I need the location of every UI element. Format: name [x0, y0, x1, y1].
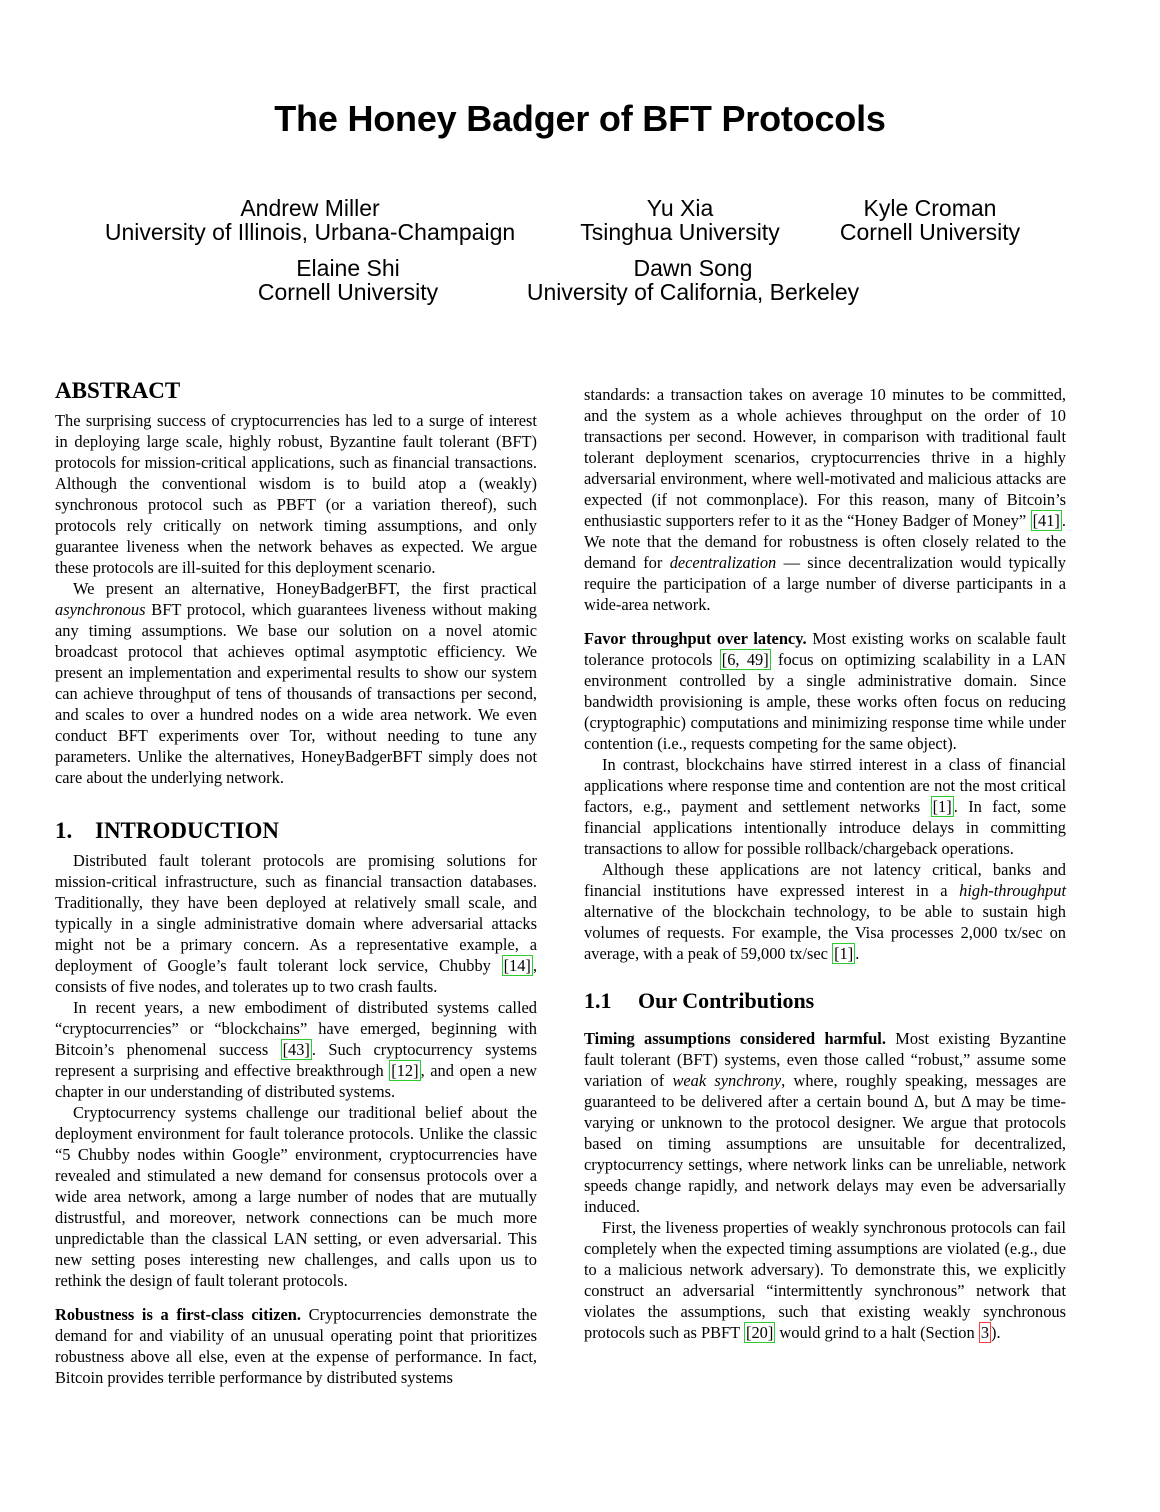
body-paragraph: In contrast, blockchains have stirred interest in a class of financial applications where response time and contention are not the most critical factors, e.g., payment and settlement networks [1] . In fact, some financial applications intentionally introduce delays in committing transactions to allow for possible rollback/chargeback operations.	[584, 755, 1066, 858]
author-affiliation: University of Illinois, Urbana-Champaign	[104, 219, 516, 245]
body-paragraph: Favor throughput over latency. Most existing works on scalable fault tolerance protocols [6, 49] focus on optimizing scalability in a LAN environment controlled by a single administrative domain. Since bandwidth provisioning is ample, these works often focus on reducing (cryptographic) computations and minimizing response time while under contention (i.e., requests competing for the same object).	[584, 629, 1067, 753]
author-block	[560, 196, 800, 244]
left-column	[55, 378, 537, 1388]
subsection-heading-contributions: 1.1 Our Contributions	[584, 988, 815, 1013]
citation-link[interactable]: [12]	[391, 1061, 419, 1080]
abstract-paragraph: The surprising success of cryptocurrencies has led to a surge of interest in deploying large scale, highly robust, Byzantine fault tolerant (BFT) protocols for mission-critical applications, such as financial transactions. Although the conventional wisdom is to build atop a (weakly) synchronous protocol such as PBFT (or a variation thereof), such protocols rely critically on network timing assumptions, and only guarantee liveness when the network behaves as expected. We argue these protocols are ill-suited for this deployment scenario.	[55, 411, 537, 577]
author-affiliation: Tsinghua University	[580, 219, 780, 245]
citation-link[interactable]: [41]	[1032, 511, 1060, 530]
body-paragraph: Distributed fault tolerant protocols are promising solutions for mission-critical infrastructure, such as financial transaction databases. Traditionally, they have been deployed at relatively small scale, and typically in a single administrative domain where adversarial attacks might not be a primary concern. As a representative example, a deployment of Google’s fault tolerant lock service, Chubby [14] , consists of five nodes, and tolerates up to two crash faults.	[55, 851, 537, 996]
author-affiliation: Cornell University	[257, 279, 439, 305]
section-link[interactable]: 3	[980, 1323, 990, 1342]
author-name: Elaine Shi	[296, 255, 400, 281]
run-in-heading: Favor throughput over latency.	[584, 629, 807, 648]
author-name: Andrew Miller	[240, 195, 380, 221]
author-block	[80, 196, 540, 244]
run-in-heading: Timing assumptions considered harmful.	[584, 1029, 886, 1048]
abstract-paragraph: We present an alternative, HoneyBadgerBFT, the first practical asynchronous BFT protocol, which guarantees liveness without making any timing assumptions. We base our solution on a novel atomic broadcast protocol that achieves optimal asymptotic efficiency. We present an implementation and experimental results to show our system can achieve throughput of tens of thousands of transactions per second, and scales to over a hundred nodes on a wide area network. We even conduct BFT experiments over Tor, without needing to tune any parameters. Unlike the alternatives, HoneyBadgerBFT simply does not care about the underlying network.	[55, 579, 537, 787]
citation-link[interactable]: [6, 49]	[721, 650, 769, 669]
author-block	[820, 196, 1040, 244]
abstract-heading: ABSTRACT	[55, 378, 181, 403]
paper-title: The Honey Badger of BFT Protocols	[274, 98, 886, 139]
body-paragraph: Although these applications are not latency critical, banks and financial institutions have expressed interest in a high-throughput alternative of the blockchain technology, to be able to sustain high volumes of requests. For example, the Visa processes 2,000 tx/sec on average, with a peak of 59,000 tx/sec [1] .	[584, 860, 1066, 963]
body-paragraph: First, the liveness properties of weakly synchronous protocols can fail completely when the expected timing assumptions are violated (e.g., due to a malicious network adversary). To demonstrate this, we explicitly construct an adversarial “intermittently synchronous” network that violates the assumptions, such that existing weakly synchronous protocols such as PBFT [20] would grind to a halt (Section 3 ).	[584, 1218, 1066, 1342]
author-block	[218, 256, 478, 304]
body-paragraph: Robustness is a first-class citizen. Cryptocurrencies demonstrate the demand for and viability of an unusual operating point that prioritizes robustness above all else, even at the expense of performance. In fact, Bitcoin provides terrible performance by distributed systems	[55, 1305, 537, 1387]
author-name: Dawn Song	[633, 255, 753, 281]
body-paragraph: standards: a transaction takes on average 10 minutes to be committed, and the system as a whole achieves throughput on the order of 10 transactions per second. However, in comparison with traditional fault tolerant deployment scenarios, cryptocurrencies thrive in a highly adversarial environment, where well-motivated and malicious attacks are expected (if not commonplace). For this reason, many of Bitcoin’s enthusiastic supporters refer to it as the “Honey Badger of Money” [41] . We note that the demand for robustness is often closely related to the demand for decentralization — since decentralization would typically require the participation of a large number of diverse participants in a wide-area network.	[584, 385, 1066, 614]
citation-link[interactable]: [43]	[282, 1040, 310, 1059]
body-paragraph: Cryptocurrency systems challenge our traditional belief about the deployment environment for fault tolerance protocols. Unlike the classic “5 Chubby nodes within Google” environment, cryptocurrencies have revealed and stimulated a new demand for consensus protocols over a wide area network, among a large number of nodes that are mutually distrustful, and moreover, network connections can be much more unpredictable than the classical LAN setting, or even adversarial. This new setting poses interesting new challenges, and calls upon us to rethink the design of fault tolerant protocols.	[55, 1103, 537, 1290]
author-affiliation: Cornell University	[839, 219, 1021, 245]
right-column	[584, 384, 1066, 1343]
citation-link[interactable]: [20]	[745, 1323, 774, 1342]
run-in-heading: Robustness is a first-class citizen.	[55, 1305, 301, 1324]
citation-link[interactable]: [1]	[932, 797, 952, 816]
author-name: Yu Xia	[646, 195, 714, 221]
body-paragraph: In recent years, a new embodiment of distributed systems called “cryptocurrencies” or “blockchains” have emerged, beginning with Bitcoin’s phenomenal success [43] . Such cryptocurrency systems represent a surprising and effective breakthrough [12] , and open a new chapter in our understanding of distributed systems.	[55, 998, 537, 1101]
body-paragraph: Timing assumptions considered harmful. Most existing Byzantine fault tolerant (BFT) systems, even those called “robust,” assume some variation of weak synchrony, where, roughly speaking, messages are guaranteed to be delivered after a certain bound Δ, but Δ may be time-varying or unknown to the protocol designer. We argue that protocols based on timing assumptions are unsuitable for decentralized, cryptocurrency settings, where network links can be unreliable, network speeds change rapidly, and network delays may even be adversarially induced.	[584, 1029, 1066, 1216]
author-block	[500, 256, 886, 304]
citation-link[interactable]: [1]	[834, 944, 854, 963]
author-name: Kyle Croman	[863, 195, 997, 221]
section-heading-introduction: 1. INTRODUCTION	[55, 818, 280, 843]
citation-link[interactable]: [14]	[503, 956, 531, 975]
author-affiliation: University of California, Berkeley	[526, 279, 860, 305]
